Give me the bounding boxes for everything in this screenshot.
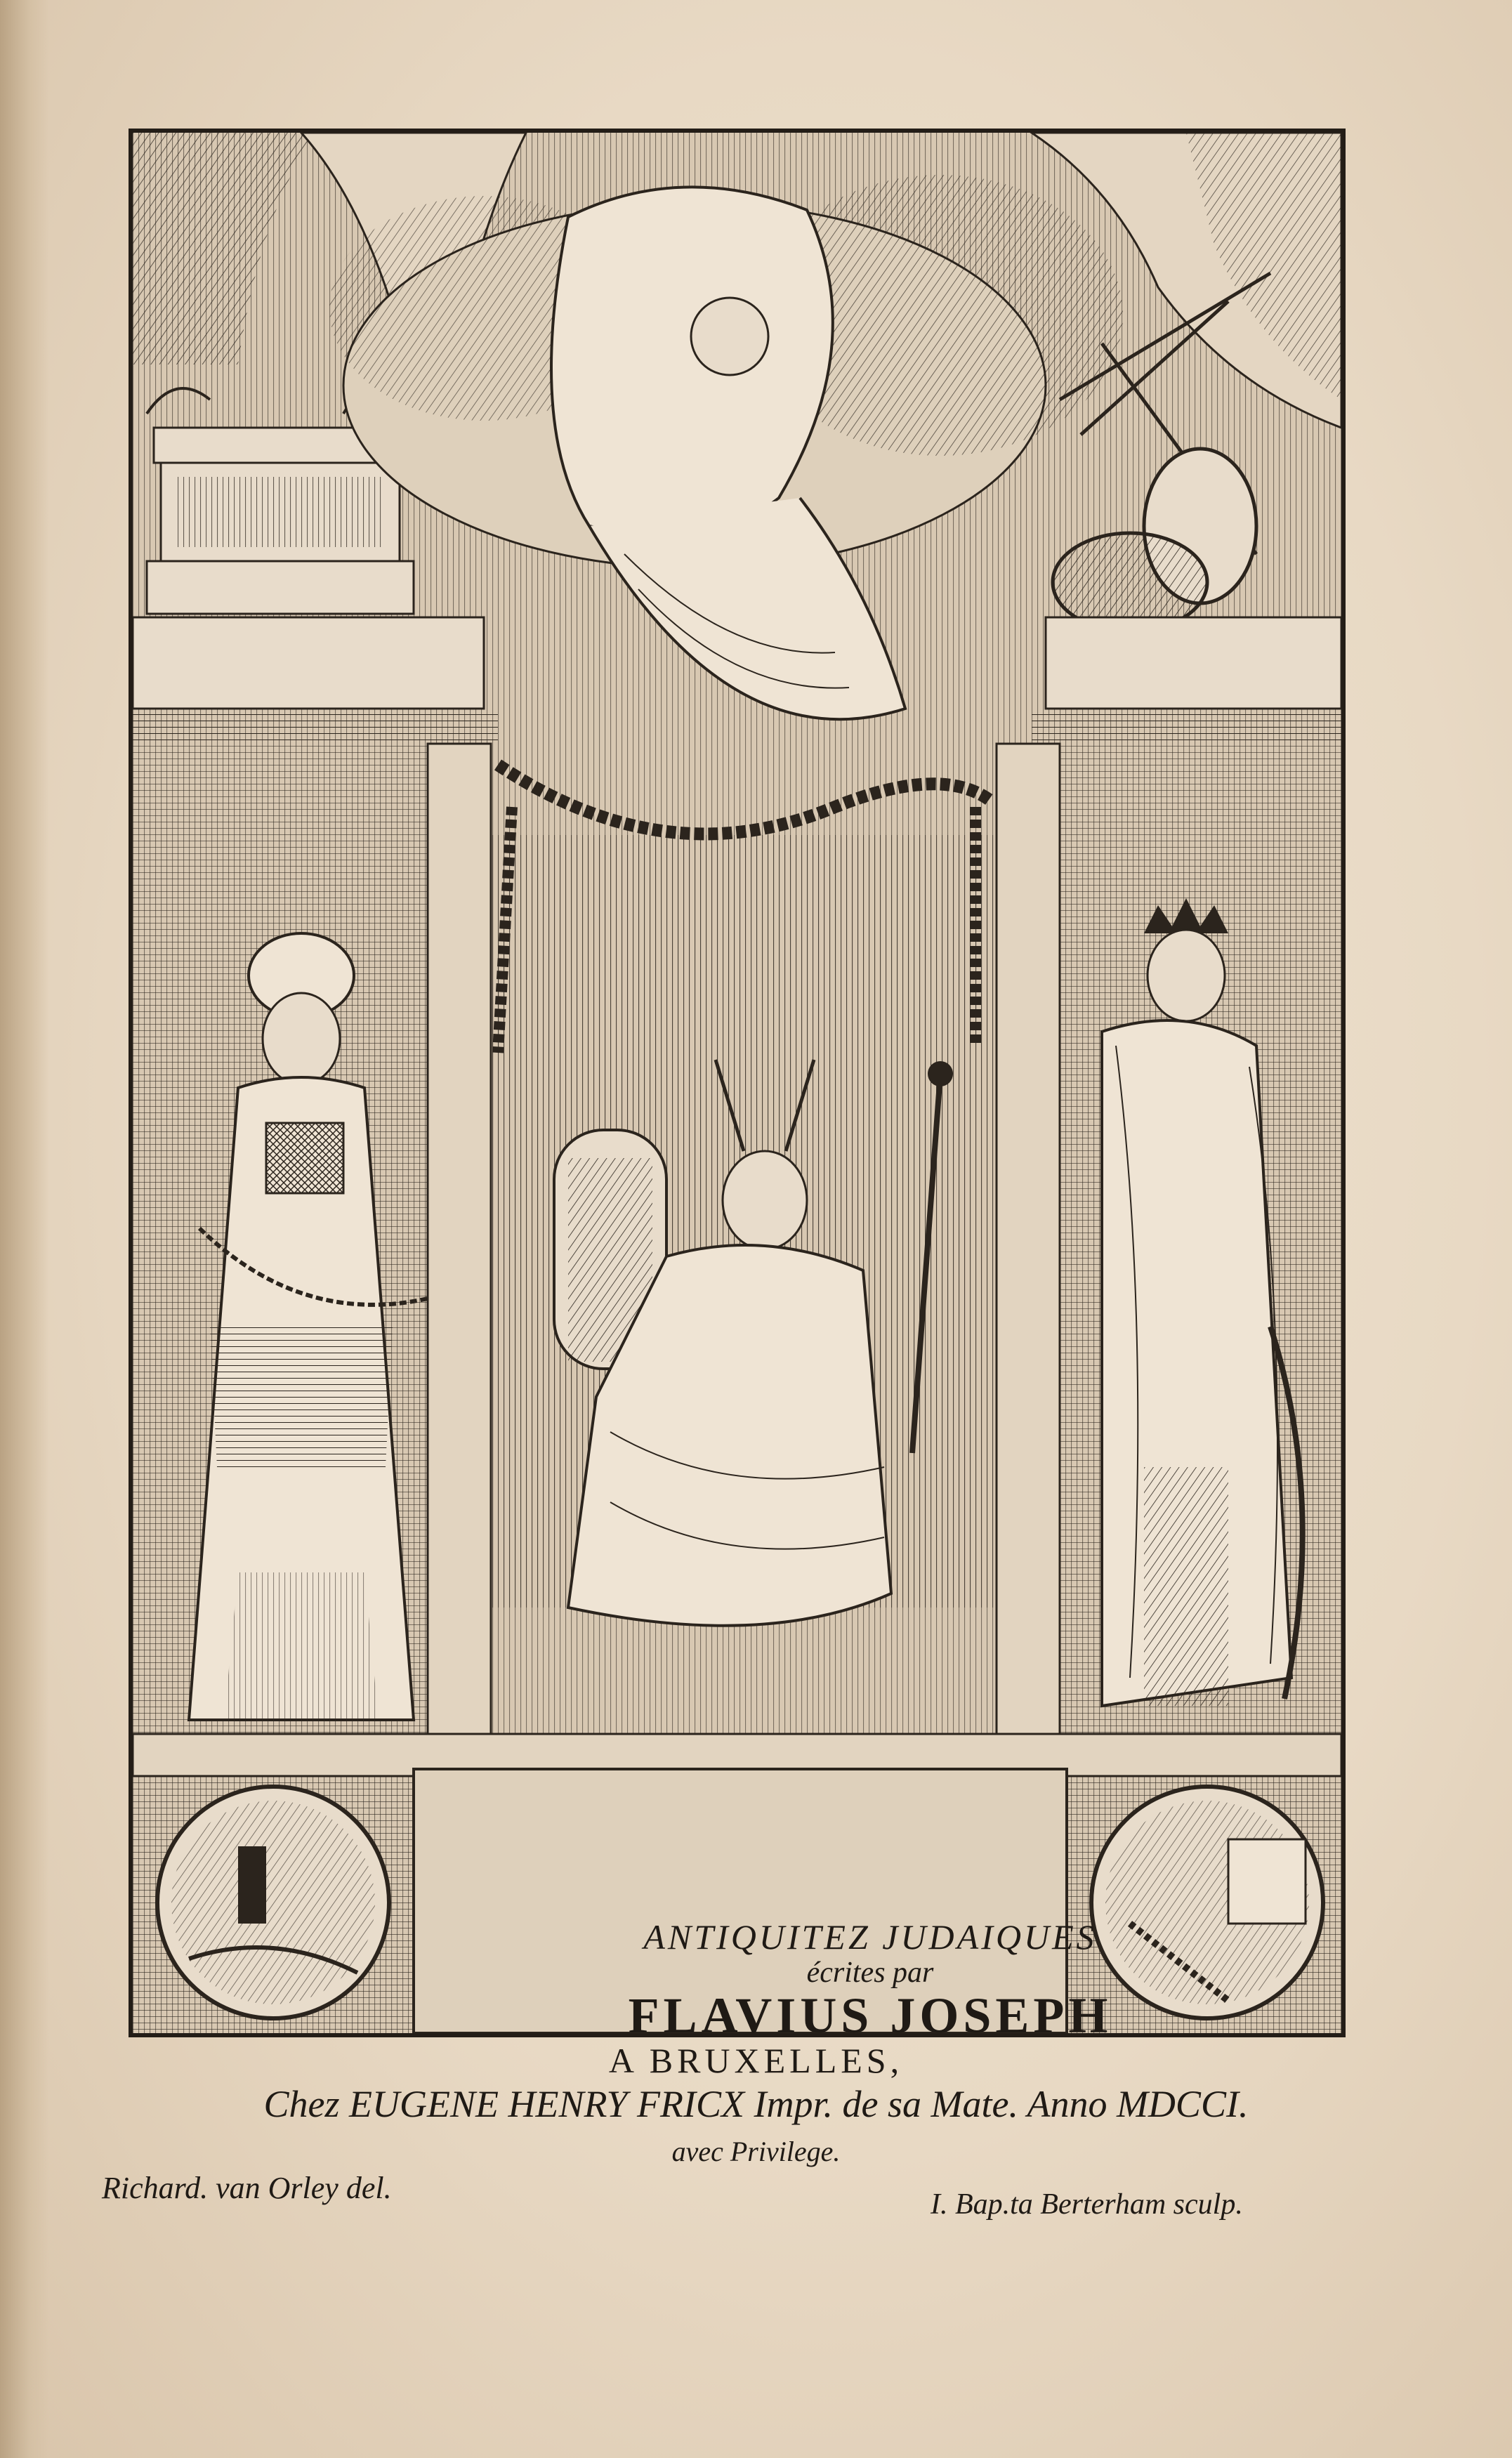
imprint-privilege: avec Privilege. [671, 2136, 841, 2167]
frontispiece-engraving [129, 129, 1346, 2037]
imprint-city: A BRUXELLES, [608, 2041, 904, 2080]
title-panel [544, 1917, 1197, 2037]
left-medallion [157, 1787, 389, 2018]
author-name: FLAVIUS JOSEPH [628, 1987, 1112, 2037]
book-title-line2: écrites par [806, 1957, 934, 1989]
book-title-line1: ANTIQUITEZ JUDAIQUES [643, 1917, 1097, 1957]
designer-credit: Richard. van Orley del. [102, 2171, 392, 2205]
engraver-credit: I. Bap.ta Berterham sculp. [931, 2188, 1243, 2221]
engraving-illustration [133, 133, 1341, 2033]
imprint-printer: Chez EUGENE HENRY FRICX Impr. de sa Mate. Anno MDCCI. [263, 2083, 1249, 2125]
